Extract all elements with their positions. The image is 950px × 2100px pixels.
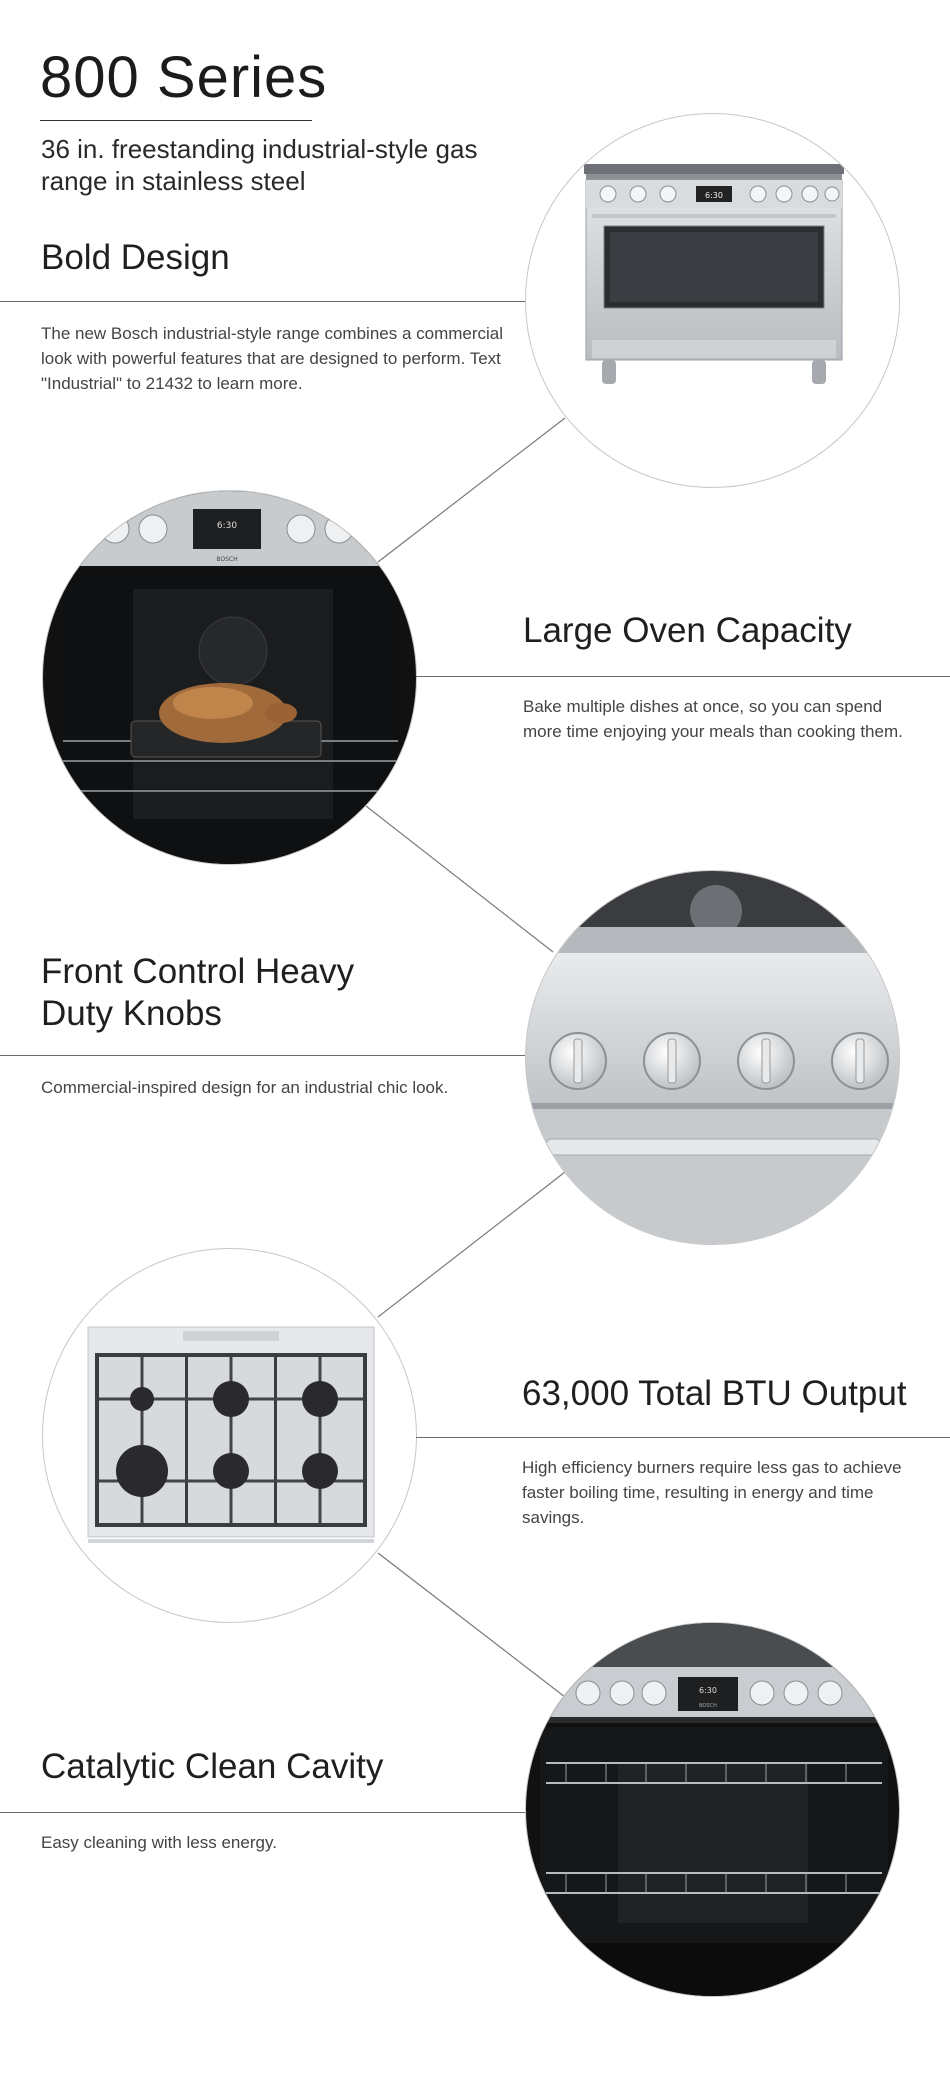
range-front-image — [525, 113, 900, 488]
feature-heading-front-control-knobs: Front Control Heavy Duty Knobs — [41, 952, 355, 1033]
feature-divider — [0, 301, 525, 302]
oven-interior-turkey-image — [42, 490, 417, 865]
feature-body-front-control-knobs: Commercial-inspired design for an industrial chic look. — [41, 1078, 449, 1097]
svg-text:6:30: 6:30 — [216, 521, 238, 531]
feature-divider — [0, 1812, 525, 1813]
svg-text:BOSCH: BOSCH — [699, 1703, 717, 1709]
feature-divider — [416, 1437, 950, 1438]
svg-text:6:30: 6:30 — [705, 191, 723, 200]
page-title: 800 Series — [40, 45, 328, 110]
feature-body-large-oven-capacity: Bake multiple dishes at once, so you can spend more time enjoying your meals than cooking them. — [523, 697, 903, 741]
title-divider — [40, 120, 312, 121]
feature-heading-btu-output: 63,000 Total BTU Output — [522, 1374, 907, 1413]
feature-body-bold-design: The new Bosch industrial-style range combines a commercial look with powerful features that are designed to perform. Text "Industrial" to 21432 to learn more. — [41, 324, 504, 393]
control-knobs-image — [525, 870, 900, 1245]
page-subtitle: 36 in. freestanding industrial-style gas range in stainless steel — [41, 134, 478, 196]
svg-text:6:30: 6:30 — [699, 1686, 717, 1695]
feature-divider — [416, 676, 950, 677]
svg-text:BOSCH: BOSCH — [216, 556, 238, 563]
cooktop-burners-image — [42, 1248, 417, 1623]
feature-heading-catalytic-clean: Catalytic Clean Cavity — [41, 1747, 384, 1786]
feature-body-btu-output: High efficiency burners require less gas to achieve faster boiling time, resulting in energy and time savings. — [522, 1458, 902, 1527]
catalytic-oven-cavity-image — [525, 1622, 900, 1997]
feature-body-catalytic-clean: Easy cleaning with less energy. — [41, 1833, 277, 1852]
feature-divider — [0, 1055, 525, 1056]
feature-heading-bold-design: Bold Design — [41, 238, 230, 277]
feature-heading-large-oven-capacity: Large Oven Capacity — [523, 611, 852, 650]
